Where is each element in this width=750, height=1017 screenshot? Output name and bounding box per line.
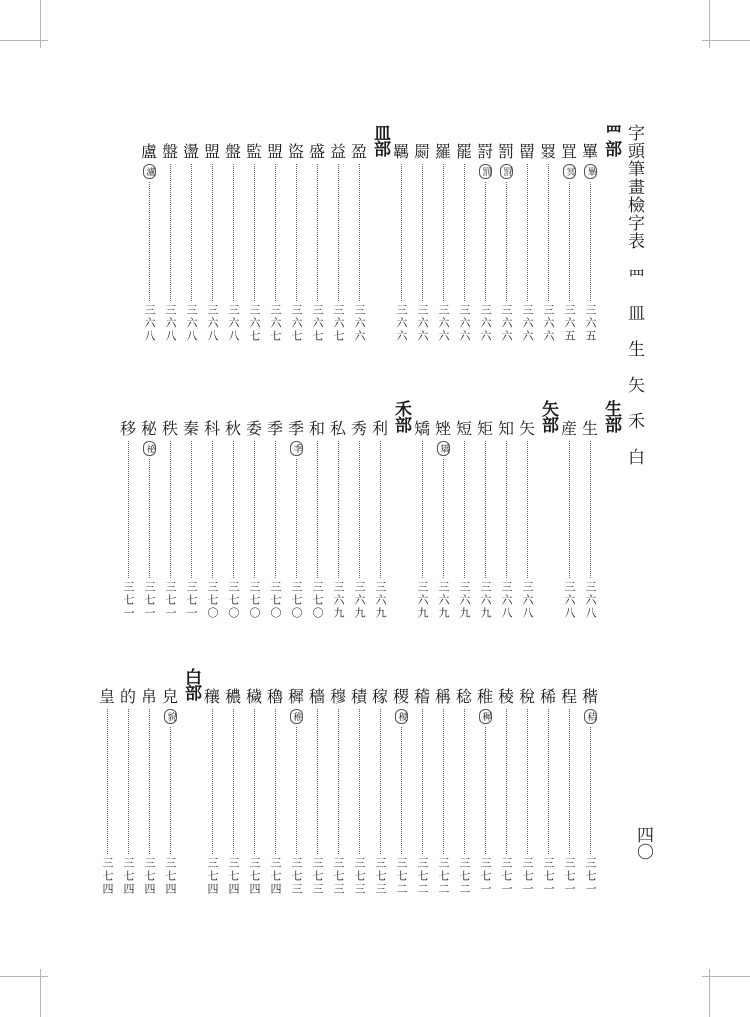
dot-leader [338, 441, 339, 578]
variant-character: 稯 [395, 709, 408, 724]
entry-character: 稜 [497, 687, 514, 706]
page-reference: 三七三 [290, 857, 303, 896]
page-reference: 三七〇 [269, 581, 282, 620]
dot-leader [527, 441, 528, 578]
page-reference: 三六九 [332, 581, 345, 620]
index-entry [538, 688, 558, 896]
dot-leader [443, 164, 444, 301]
dot-leader [317, 709, 318, 854]
page-reference: 三七一 [542, 857, 555, 896]
entry-character: 季 [287, 419, 304, 438]
page-reference: 三六八 [521, 581, 534, 620]
entry-character: 盛 [308, 142, 325, 161]
dot-leader [296, 164, 297, 301]
index-entry [559, 143, 579, 343]
entry-character: 程 [560, 687, 577, 706]
index-entry [496, 688, 516, 896]
entry-character: 科 [203, 419, 220, 438]
page-reference: 三六八 [206, 304, 219, 343]
page-reference: 三七二 [458, 857, 471, 896]
index-entry [118, 420, 138, 620]
dot-leader [254, 164, 255, 301]
dot-leader [233, 164, 234, 301]
page-reference: 三六五 [584, 304, 597, 343]
dot-leader [569, 709, 570, 854]
index-entry [517, 143, 537, 343]
index-entry [517, 420, 537, 620]
index-entry [517, 688, 537, 896]
dot-leader [548, 164, 549, 301]
index-entry [202, 143, 222, 343]
entry-character: 移 [119, 419, 136, 438]
page-reference: 三六七 [269, 304, 282, 343]
index-entry [328, 420, 348, 620]
entry-character: 穡 [308, 687, 325, 706]
dot-leader [128, 709, 129, 854]
page-reference: 三六九 [437, 581, 450, 620]
index-entry [370, 420, 390, 620]
page-reference: 三七一 [143, 581, 156, 620]
entry-character: 積 [350, 687, 367, 706]
dot-leader [380, 709, 381, 854]
index-entry [244, 688, 264, 896]
index-entry [118, 688, 138, 896]
variant-character: 穉 [479, 709, 492, 724]
dot-leader [359, 441, 360, 578]
dot-leader [422, 164, 423, 301]
index-entry [286, 420, 306, 620]
dot-leader [548, 709, 549, 854]
entry-character: 盟 [266, 142, 283, 161]
index-entry [97, 688, 117, 896]
dot-leader [233, 709, 234, 854]
variant-character: 瀘 [143, 164, 156, 179]
index-entry [454, 143, 474, 343]
entry-character: 和 [308, 419, 325, 438]
dot-leader [506, 441, 507, 578]
entry-character: 羅 [434, 142, 451, 161]
index-entry [559, 688, 579, 896]
dot-leader [590, 727, 591, 854]
page-reference: 三六五 [563, 304, 576, 343]
page-reference: 三七四 [101, 857, 114, 896]
dot-leader [191, 164, 192, 301]
entry-character: 的 [119, 687, 136, 706]
dot-leader [443, 459, 444, 578]
dot-leader [506, 709, 507, 854]
entry-character: 秀 [350, 419, 367, 438]
dot-leader [317, 441, 318, 578]
entry-character: 益 [329, 142, 346, 161]
index-entry [580, 420, 600, 620]
page-reference: 三七四 [206, 857, 219, 896]
entry-character: 秦 [182, 419, 199, 438]
index-entry [475, 420, 495, 620]
page-reference: 三六六 [500, 304, 513, 343]
index-entry [244, 143, 264, 343]
entry-character: 生 [581, 419, 598, 438]
index-entry [223, 688, 243, 896]
entry-character: 利 [371, 419, 388, 438]
dot-leader [338, 709, 339, 854]
page-reference: 三六六 [479, 304, 492, 343]
dot-leader [170, 164, 171, 301]
dot-leader [569, 441, 570, 578]
dot-leader [380, 441, 381, 578]
entry-character: 穆 [329, 687, 346, 706]
dot-leader [212, 164, 213, 301]
entry-character: 罶 [518, 142, 535, 161]
entry-character: 盧 [140, 142, 157, 161]
entry-character: 盈 [350, 142, 367, 161]
page-reference: 三七一 [563, 857, 576, 896]
dot-leader [170, 441, 171, 578]
index-entry [328, 143, 348, 343]
page-reference: 三六八 [584, 581, 597, 620]
page-reference: 三七〇 [206, 581, 219, 620]
page-reference: 三七〇 [227, 581, 240, 620]
radical-heading: 禾部 [391, 400, 411, 432]
index-entry [349, 420, 369, 620]
index-entry [223, 420, 243, 620]
entry-character: 産 [560, 419, 577, 438]
entry-character: 罬 [539, 142, 556, 161]
index-entry [475, 143, 495, 343]
page-reference: 三七〇 [248, 581, 261, 620]
entry-character: 穭 [266, 687, 283, 706]
radical-heading: 矢部 [538, 400, 558, 432]
index-entry [454, 688, 474, 896]
entry-character: 季 [266, 419, 283, 438]
entry-character: 稚 [476, 687, 493, 706]
index-entry [328, 688, 348, 896]
page-reference: 三七一 [584, 857, 597, 896]
dot-leader [275, 709, 276, 854]
entry-character: 秋 [224, 419, 241, 438]
dot-leader [191, 441, 192, 578]
page-reference: 三六七 [311, 304, 324, 343]
index-entry [160, 420, 180, 620]
page-reference: 三六六 [416, 304, 429, 343]
page-reference: 三六九 [353, 581, 366, 620]
index-entry [433, 420, 453, 620]
index-entry [181, 420, 201, 620]
page-reference: 三七三 [374, 857, 387, 896]
dot-leader [506, 182, 507, 301]
page-reference: 三六七 [332, 304, 345, 343]
page-reference: 三七〇 [290, 581, 303, 620]
index-entry [265, 420, 285, 620]
variant-character: 罸 [500, 164, 513, 179]
index-entry [202, 688, 222, 896]
page-reference: 三七〇 [311, 581, 324, 620]
dot-leader [485, 182, 486, 301]
page-reference: 三七四 [122, 857, 135, 896]
variant-character: 祕 [143, 441, 156, 456]
index-entry [580, 143, 600, 343]
index-entry [496, 143, 516, 343]
index-entry [412, 143, 432, 343]
entry-character: 穠 [224, 687, 241, 706]
entry-character: 羈 [392, 142, 409, 161]
index-entry [160, 688, 180, 896]
entry-character: 稅 [518, 687, 535, 706]
page-reference: 三七一 [500, 857, 513, 896]
page-reference: 三六六 [521, 304, 534, 343]
page-reference: 三六九 [416, 581, 429, 620]
dot-leader [422, 441, 423, 578]
dot-leader [149, 459, 150, 578]
dot-leader [569, 182, 570, 301]
dot-leader [527, 164, 528, 301]
entry-character: 罸 [476, 142, 493, 161]
variant-character: 貌 [164, 709, 177, 724]
dot-leader [128, 441, 129, 578]
variant-character: 冥 [563, 164, 576, 179]
dot-leader [485, 441, 486, 578]
page-reference: 三七一 [122, 581, 135, 620]
dot-leader [590, 441, 591, 578]
index-entry [307, 143, 327, 343]
dot-leader [149, 709, 150, 854]
index-entry [475, 688, 495, 896]
index-entry [265, 688, 285, 896]
entry-character: 私 [329, 419, 346, 438]
page-reference: 三七三 [353, 857, 366, 896]
page-reference: 三七一 [521, 857, 534, 896]
page-reference: 三六八 [185, 304, 198, 343]
dot-leader [338, 164, 339, 301]
dot-leader [590, 182, 591, 301]
dot-leader [296, 727, 297, 854]
page-reference: 三六六 [437, 304, 450, 343]
dot-leader [212, 709, 213, 854]
entry-character: 帛 [140, 687, 157, 706]
index-entry [391, 688, 411, 896]
page-reference: 三七二 [395, 857, 408, 896]
index-entry [412, 688, 432, 896]
entry-character: 矬 [434, 419, 451, 438]
index-entry [349, 143, 369, 343]
dot-leader [233, 441, 234, 578]
entry-character: 罝 [560, 142, 577, 161]
entry-character: 穢 [245, 687, 262, 706]
index-entry [286, 688, 306, 896]
index-entry [160, 143, 180, 343]
page-reference: 三六九 [374, 581, 387, 620]
page-reference: 三七二 [437, 857, 450, 896]
index-entry [580, 688, 600, 896]
page-reference: 三六六 [395, 304, 408, 343]
index-entry [307, 688, 327, 896]
index-entry [433, 688, 453, 896]
entry-character: 盪 [182, 142, 199, 161]
page-reference: 三六九 [479, 581, 492, 620]
entry-character: 罷 [455, 142, 472, 161]
entry-character: 皃 [161, 687, 178, 706]
entry-character: 穉 [287, 687, 304, 706]
page-number: 四〇 [633, 826, 653, 860]
dot-leader [443, 709, 444, 854]
index-entry [433, 143, 453, 343]
entry-character: 盟 [203, 142, 220, 161]
entry-character: 秩 [161, 419, 178, 438]
dot-leader [401, 727, 402, 854]
page-reference: 三六六 [542, 304, 555, 343]
page-reference: 三六七 [290, 304, 303, 343]
variant-character: 矯 [437, 441, 450, 456]
page-reference: 三七四 [248, 857, 261, 896]
page-reference: 三六八 [164, 304, 177, 343]
variant-character: 畢 [584, 164, 597, 179]
index-entry [307, 420, 327, 620]
entry-character: 稔 [455, 687, 472, 706]
dot-leader [107, 709, 108, 854]
dot-leader [254, 709, 255, 854]
dot-leader [296, 459, 297, 578]
dot-leader [275, 164, 276, 301]
page-reference: 三七四 [269, 857, 282, 896]
entry-character: 稭 [581, 687, 598, 706]
index-entry [223, 143, 243, 343]
dot-leader [485, 727, 486, 854]
page-reference: 三七一 [185, 581, 198, 620]
entry-character: 盤 [224, 142, 241, 161]
index-entry [139, 420, 159, 620]
page-reference: 三六六 [458, 304, 471, 343]
dot-leader [170, 727, 171, 854]
entry-character: 知 [497, 419, 514, 438]
entry-character: 稷 [392, 687, 409, 706]
index-entry [391, 143, 411, 343]
entry-character: 罰 [497, 142, 514, 161]
entry-character: 穰 [203, 687, 220, 706]
running-head: 字頭筆畫檢字表 罒 皿 生 矢 禾 白 [624, 124, 644, 466]
index-entry [538, 143, 558, 343]
index-entry [265, 143, 285, 343]
page-reference: 三七一 [164, 581, 177, 620]
dot-leader [359, 164, 360, 301]
dot-leader [464, 441, 465, 578]
entry-character: 罼 [581, 142, 598, 161]
entry-character: 委 [245, 419, 262, 438]
index-entry [412, 420, 432, 620]
radical-heading: 白部 [181, 668, 201, 700]
entry-character: 稱 [434, 687, 451, 706]
page-reference: 三六八 [227, 304, 240, 343]
dot-leader [317, 164, 318, 301]
index-entry [244, 420, 264, 620]
page-reference: 三六八 [143, 304, 156, 343]
dot-leader [422, 709, 423, 854]
index-entry [454, 420, 474, 620]
index-entry [139, 688, 159, 896]
entry-character: 矯 [413, 419, 430, 438]
page-reference: 三六八 [563, 581, 576, 620]
entry-character: 盜 [287, 142, 304, 161]
page-reference: 三六六 [353, 304, 366, 343]
index-entry [202, 420, 222, 620]
index-entry [349, 688, 369, 896]
variant-character: 稚 [290, 709, 303, 724]
page-reference: 三七三 [311, 857, 324, 896]
page-reference: 三六九 [458, 581, 471, 620]
page-reference: 三六八 [500, 581, 513, 620]
variant-character: 罰 [479, 164, 492, 179]
index-entry [370, 688, 390, 896]
page-reference: 三七四 [227, 857, 240, 896]
page-reference: 三七一 [479, 857, 492, 896]
entry-character: 矩 [476, 419, 493, 438]
page-reference: 三六七 [248, 304, 261, 343]
variant-character: 秸 [584, 709, 597, 724]
page-reference: 三七四 [164, 857, 177, 896]
entry-character: 皇 [98, 687, 115, 706]
entry-character: 秘 [140, 419, 157, 438]
entry-character: 稽 [413, 687, 430, 706]
index-entry [286, 143, 306, 343]
page-reference: 三七三 [332, 857, 345, 896]
entry-character: 罽 [413, 142, 430, 161]
radical-heading: 生部 [601, 400, 621, 432]
index-entry [181, 143, 201, 343]
page-reference: 三七四 [143, 857, 156, 896]
variant-character: 秊 [290, 441, 303, 456]
dot-leader [464, 709, 465, 854]
entry-character: 稼 [371, 687, 388, 706]
index-entry [496, 420, 516, 620]
dot-leader [149, 182, 150, 301]
index-entry [139, 143, 159, 343]
entry-character: 盤 [161, 142, 178, 161]
dot-leader [212, 441, 213, 578]
index-entry [559, 420, 579, 620]
radical-heading: 皿部 [370, 124, 390, 156]
entry-character: 稀 [539, 687, 556, 706]
dot-leader [527, 709, 528, 854]
radical-heading: 罒部 [601, 124, 621, 156]
entry-character: 監 [245, 142, 262, 161]
page-reference: 三七二 [416, 857, 429, 896]
dot-leader [464, 164, 465, 301]
dot-leader [275, 441, 276, 578]
entry-character: 短 [455, 419, 472, 438]
dot-leader [401, 164, 402, 301]
dot-leader [254, 441, 255, 578]
entry-character: 矢 [518, 419, 535, 438]
dot-leader [359, 709, 360, 854]
